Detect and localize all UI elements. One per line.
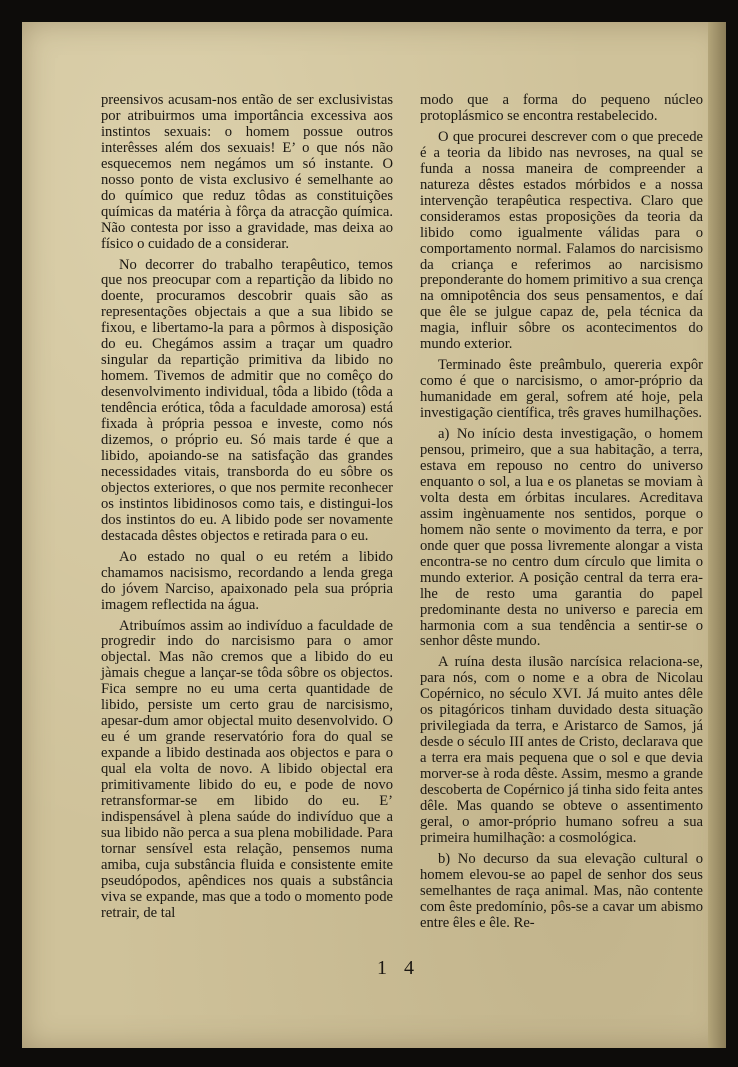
paragraph: Atribuímos assim ao indivíduo a faculdade de progredir indo do narcisismo para o amor objectal. Mas não cremos que a libido do eu jàmais chegue a lançar-se tôda sôbre os objectos. Fica sempre no eu uma certa quantidade de libido, persiste um certo grau de narcisismo, apesar-dum amor objectal muito desenvolvido. O eu é um grande reservatório fora do qual se expande a libido destinada aos objectos e para o qual ela volta de novo. A libido objectal era primitivamente libido do eu, e pode de novo retransformar-se em libido do eu. E’ indispensável à plena saúde do indivíduo que a sua libido não perca a sua plena mobilidade. Para tornar sensível esta relação, pensemos numa amiba, cuja substância fluida e consistente emite pseudópodos, apêndices nos quais a substância viva se expande, mas que a todo o momento pode retrair, de tal	[101, 617, 393, 921]
page-number: 1 4	[377, 957, 420, 979]
book-page	[22, 22, 726, 1048]
paragraph: Terminado êste preâmbulo, quereria expôr como é que o narcisismo, o amor-próprio da humanidade em geral, sofrem até hoje, pela investigação científica, três graves humilhações.	[420, 357, 703, 422]
left-text-column	[101, 93, 393, 922]
right-text-column	[420, 93, 703, 932]
paragraph: O que procurei descrever com o que precede é a teoria da libido nas nevroses, na qual se funda a nossa maneira de compreender a natureza dêstes estados mórbidos e a nossa intervenção terapêutica respectiva. Claro que consideramos estas proposições da teoria da libido como igualmente válidas para o comportamento normal. Falamos do narcisismo da criança e referimos ao narcisismo preponderante do homem primitivo a sua crença na omnipotência dos seus pensamentos, e daí que êle se julgue capaz de, pela técnica da magia, influir sôbre os acontecimentos do mundo exterior.	[420, 128, 703, 353]
page-spine-edge	[708, 22, 726, 1048]
paragraph: a) No início desta investigação, o homem pensou, primeiro, que a sua habitação, a terra, estava em repouso no centro do universo enquanto o sol, a lua e os planetas se moviam à volta desta em órbitas inculares. Acreditava assim ingènuamente nos sentidos, porque o homem não sente o movimento da terra, e por onde quer que possa livremente alongar a vista encontra-se no centro dum círculo que limita o mundo exterior. A posição central da terra era-lhe de resto uma garantia do papel predominante desta no universo e parecia em harmonia com a sua tendência a sentir-se o senhor dêste mundo.	[420, 426, 703, 650]
paragraph: Ao estado no qual o eu retém a libido chamamos nacisismo, recordando a lenda grega do jóvem Narciso, apaixonado pela sua própria imagem reflectida na água.	[101, 548, 393, 613]
paragraph: A ruína desta ilusão narcísica relaciona-se, para nós, com o nome e a obra de Nicolau Copérnico, no século XVI. Já muito antes dêle os pitagóricos tinham duvidado desta situação privilegiada da terra, e Aristarco de Samos, já desde o século III antes de Cristo, declarava que a terra era mais pequena que o sol e que devia morver-se à roda dêste. Assim, mesmo a grande descoberta de Copérnico já tinha sido feita antes dêle. Mas quando se obteve o assentimento geral, o amor-próprio humano sofreu a sua primeira humilhação: a cosmológica.	[420, 654, 703, 846]
paragraph: preensivos acusam-nos então de ser exclusivistas por atribuirmos uma importância excessiva aos instintos sexuais: o homem possue outros interêsses além dos sexuais! E’ o que nós não esquecemos nem negámos um só instante. O nosso ponto de vista exclusivo é semelhante ao do químico que reduz tôdas as constituições químicas da matéria à fôrça da atracção química. Não contesta por isso a gravidade, mas deixa ao físico o cuidado de a considerar.	[101, 92, 393, 252]
paragraph: b) No decurso da sua elevação cultural o homem elevou-se ao papel de senhor dos seus semelhantes de raça animal. Mas, não contente com êste predomínio, pôs-se a cavar um abismo entre êles e êle. Re-	[420, 850, 703, 931]
paragraph: No decorrer do trabalho terapêutico, temos que nos preocupar com a repartição da libido no doente, procuramos descobrir quais são as representações objectais a que a sua libido se fixou, e libertamo-la para a pôrmos à disposição do eu. Chegámos assim a traçar um quadro singular da repartição primitiva da libido no homem. Tivemos de admitir que no comêço do desenvolvimento individual, tôda a libido (tôda a tendência erótica, tôda a faculdade amorosa) está fixada à própria pessoa e investe, como nós dizemos, o próprio eu. Só mais tarde é que a libido, apoiando-se na satisfação das grandes necessidades vitais, transborda do eu sôbre os objectos exteriores, o que nos permite reconhecer os instintos libidinosos como tais, e distingui-los dos instintos do eu. A libido pode ser novamente destacada dêstes objectos e retirada para o eu.	[101, 256, 393, 544]
paragraph: modo que a forma do pequeno núcleo protoplásmico se encontra restabelecido.	[420, 92, 703, 124]
